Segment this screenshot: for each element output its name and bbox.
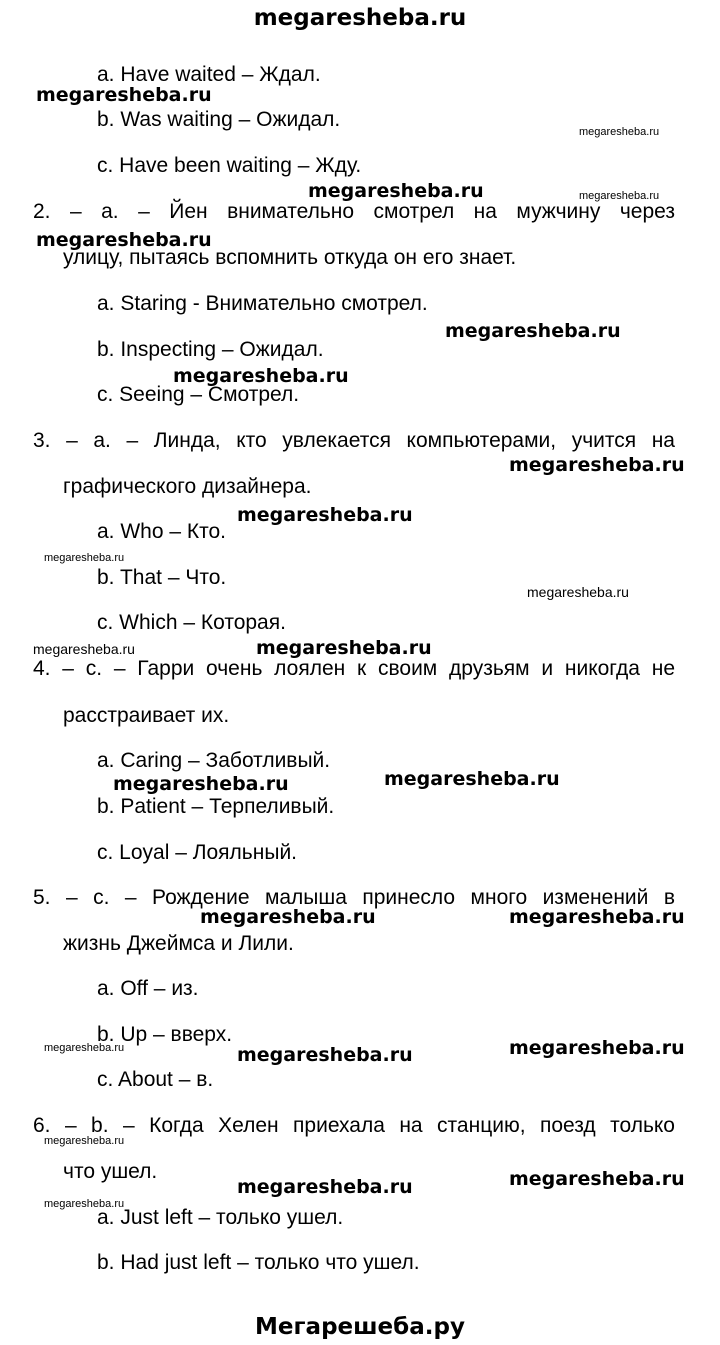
q4-line-2: расстраивает их.	[63, 704, 230, 727]
q3-line-1: 3. – a. – Линда, кто увлекается компьютерами, учится на	[33, 429, 675, 452]
page-header: megaresheba.ru	[253, 5, 467, 31]
watermark: megaresheba.ru	[579, 126, 660, 138]
watermark: megaresheba.ru	[579, 190, 660, 202]
q1-option-b: b. Was waiting – Ожидал.	[97, 108, 341, 131]
q2-line-1: 2. – a. – Йен внимательно смотрел на мужчину через	[33, 200, 675, 223]
watermark: megaresheba.ru	[44, 1198, 125, 1210]
watermark: megaresheba.ru	[113, 773, 289, 795]
page-footer: Мегарешеба.ру	[255, 1314, 465, 1340]
watermark: megaresheba.ru	[256, 637, 432, 659]
watermark: megaresheba.ru	[509, 1168, 685, 1190]
watermark: megaresheba.ru	[173, 365, 349, 387]
watermark: megaresheba.ru	[509, 906, 685, 928]
watermark: megaresheba.ru	[527, 584, 629, 600]
q5-line-1: 5. – c. – Рождение малыша принесло много изменений в	[33, 886, 675, 909]
q6-line-1: 6. – b. – Когда Хелен приехала на станцию, поезд только	[33, 1114, 675, 1137]
watermark: megaresheba.ru	[384, 768, 560, 790]
q4-option-a: a. Caring – Заботливый.	[97, 749, 331, 772]
q1-option-a: a. Have waited – Ждал.	[97, 63, 321, 86]
watermark: megaresheba.ru	[445, 320, 621, 342]
q5-line-2: жизнь Джеймса и Лили.	[63, 932, 294, 955]
q2-option-b: b. Inspecting – Ожидал.	[97, 338, 324, 361]
watermark: megaresheba.ru	[36, 229, 212, 251]
watermark: megaresheba.ru	[237, 504, 413, 526]
q4-option-b: b. Patient – Терпеливый.	[97, 795, 335, 818]
q5-option-b: b. Up – вверх.	[97, 1023, 233, 1046]
q3-option-a: a. Who – Кто.	[97, 520, 227, 543]
q2-option-c: c. Seeing – Смотрел.	[97, 383, 300, 406]
q1-option-c: c. Have been waiting – Жду.	[97, 154, 362, 177]
q2-line-2: улицу, пытаясь вспомнить откуда он его знает.	[63, 246, 517, 269]
q2-option-a: a. Staring - Внимательно смотрел.	[97, 292, 428, 315]
watermark: megaresheba.ru	[509, 1037, 685, 1059]
watermark: megaresheba.ru	[33, 641, 135, 657]
q5-option-a: a. Off – из.	[97, 977, 199, 1000]
watermark: megaresheba.ru	[237, 1176, 413, 1198]
watermark: megaresheba.ru	[509, 454, 685, 476]
q4-option-c: c. Loyal – Лояльный.	[97, 841, 298, 864]
watermark: megaresheba.ru	[44, 552, 125, 564]
watermark: megaresheba.ru	[200, 906, 376, 928]
watermark: megaresheba.ru	[308, 180, 484, 202]
q3-option-b: b. That – Что.	[97, 566, 227, 589]
watermark: megaresheba.ru	[36, 84, 212, 106]
q3-line-2: графического дизайнера.	[63, 475, 312, 498]
q6-option-a: a. Just left – только ушел.	[97, 1206, 344, 1229]
q6-line-2: что ушел.	[63, 1160, 158, 1183]
watermark: megaresheba.ru	[237, 1044, 413, 1066]
q4-line-1: 4. – c. – Гарри очень лоялен к своим друзьям и никогда не	[33, 657, 675, 680]
q3-option-c: c. Which – Которая.	[97, 611, 286, 634]
q5-option-c: c. About – в.	[97, 1068, 214, 1091]
q6-option-b: b. Had just left – только что ушел.	[97, 1251, 420, 1274]
watermark: megaresheba.ru	[44, 1135, 125, 1147]
watermark: megaresheba.ru	[44, 1042, 125, 1054]
